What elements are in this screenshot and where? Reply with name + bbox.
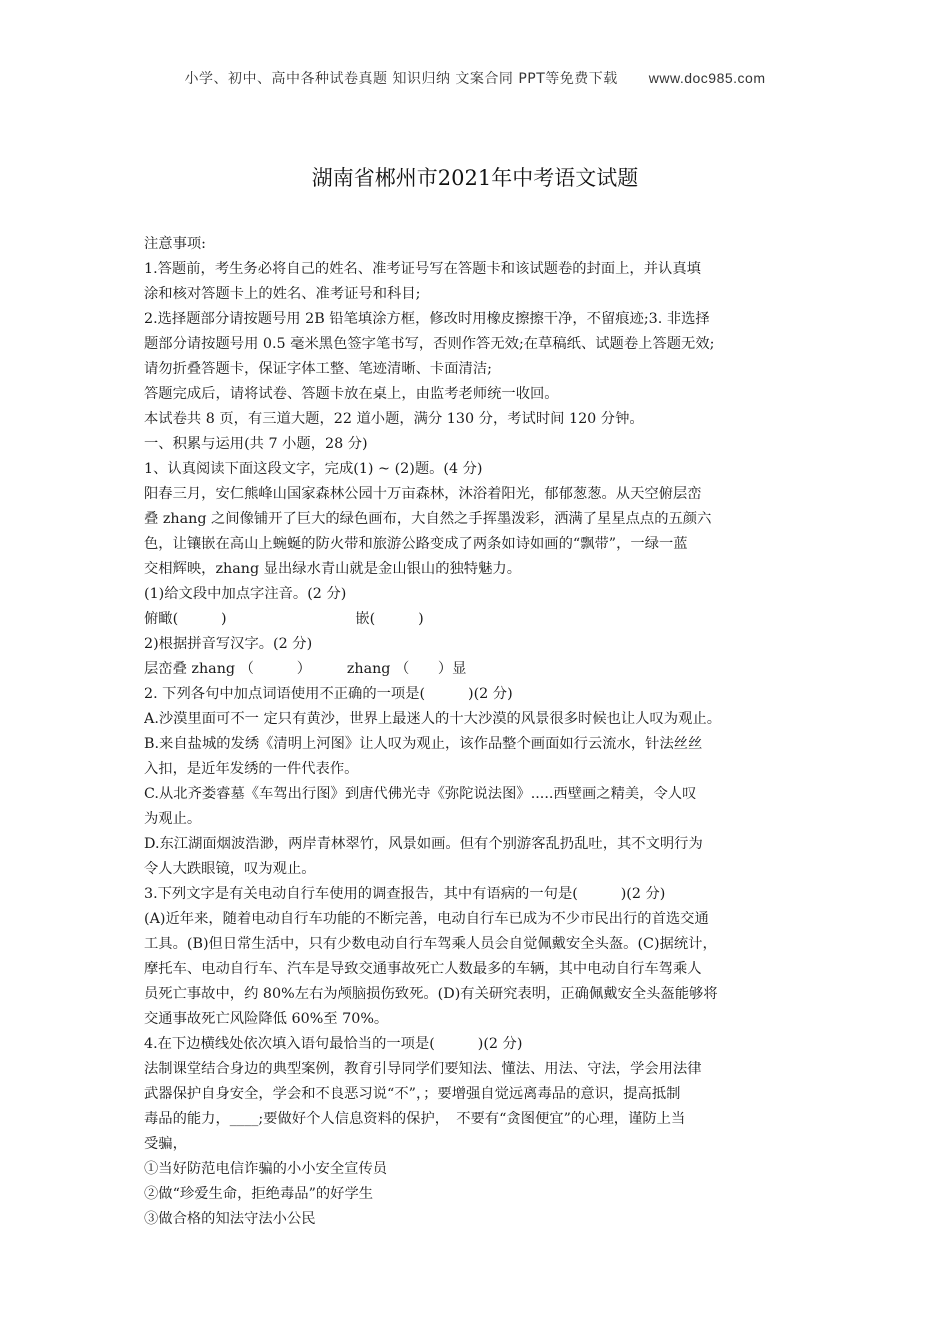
answer-blank-line: 俯瞰( ) 嵌( ) [144, 611, 424, 627]
section-heading: 一、积累与运用(共 7 小题，28 分) [144, 436, 368, 452]
subquestion-2: 2)根据拼音写汉字。(2 分) [144, 636, 313, 652]
text-line: 本试卷共 8 页，有三道大题，22 道小题，满分 130 分，考试时间 120 分钟。 [144, 411, 644, 427]
option-c: C.从北齐娄睿墓《车驾出行图》到唐代佛光寺《弥陀说法图》.....西壁画之精美，令人叹 [144, 786, 697, 802]
question-4: 4.在下边横线处依次填入语句最恰当的一项是( )(2 分) [144, 1036, 523, 1052]
passage-line: 阳春三月，安仁熊峰山国家森林公园十万亩森林，沐浴着阳光，郁郁葱葱。从天空俯层峦 [144, 486, 702, 502]
passage-line: 员死亡事故中，约 80%左右为颅脑损伤致死。(D)有关研究表明，正确佩戴安全头盔能够将 [144, 986, 718, 1002]
question-3: 3.下列文字是有关电动自行车使用的调查报告，其中有语病的一句是( )(2 分) [144, 886, 666, 902]
text-line: 请勿折叠答题卡，保证字体工整、笔迹清晰、卡面清洁; [144, 361, 492, 377]
choice-item: ③做合格的知法守法小公民 [144, 1211, 316, 1227]
text-line: 答题完成后，请将试卷、答题卡放在桌上，由监考老师统一收回。 [144, 386, 559, 402]
document-body [144, 232, 816, 1232]
passage-line: 法制课堂结合身边的典型案例，教育引导同学们要知法、懂法、用法、守法，学会用法律 [144, 1061, 702, 1077]
option-c-cont: 为观止。 [144, 811, 202, 827]
text-line: 涂和核对答题卡上的姓名、准考证号和科目; [144, 286, 421, 302]
question-2: 2. 下列各句中加点词语使用不正确的一项是( )(2 分) [144, 686, 513, 702]
passage-line: 色，让镶嵌在高山上蜿蜒的防火带和旅游公路变成了两条如诗如画的“飘带”，一绿一蓝 [144, 536, 688, 552]
text-line: 题部分请按题号用 0.5 毫米黑色签字笔书写，否则作答无效;在草稿纸、试题卷上答题无效; [144, 336, 715, 352]
option-b-cont: 入扣，是近年发绣的一件代表作。 [144, 761, 359, 777]
header-text: 小学、初中、高中各种试卷真题 知识归纳 文案合同 PPT等免费下载 [184, 71, 618, 87]
passage-line: 叠 zhang 之间像铺开了巨大的绿色画布，大自然之手挥墨泼彩，洒满了星星点点的五颜六 [144, 511, 712, 527]
passage-line: 交通事故死亡风险降低 60%至 70%。 [144, 1011, 389, 1027]
option-d-cont: 令人大跌眼镜，叹为观止。 [144, 861, 316, 877]
document-title: 湖南省郴州市2021年中考语文试题 [311, 166, 639, 190]
text-line: 1.答题前，考生务必将自己的姓名、准考证号写在答题卡和该试题卷的封面上，并认真填 [144, 261, 701, 277]
option-b: B.来自盐城的发绣《清明上河图》让人叹为观止，该作品整个画面如行云流水，针法丝丝 [144, 736, 703, 752]
header-url[interactable]: www.doc985.com [648, 70, 766, 86]
option-d: D.东江湖面烟波浩渺，两岸青林翠竹，风景如画。但有个别游客乱扔乱吐，其不文明行为 [144, 836, 703, 852]
question-1: 1、认真阅读下面这段文字，完成(1) ~ (2)题。(4 分) [144, 461, 483, 477]
passage-line: 交相辉映，zhang 显出绿水青山就是金山银山的独特魅力。 [144, 561, 521, 577]
passage-line: 摩托车、电动自行车、汽车是导致交通事故死亡人数最多的车辆，其中电动自行车驾乘人 [144, 961, 702, 977]
choice-item: ①当好防范电信诈骗的小小安全宣传员 [144, 1161, 388, 1177]
passage-line: (A)近年来，随着电动自行车功能的不断完善，电动自行车已成为不少市民出行的首选交通 [144, 911, 709, 927]
page-header [0, 68, 950, 88]
passage-line: 受骗， [144, 1136, 187, 1152]
choice-item: ②做“珍爱生命，拒绝毒品”的好学生 [144, 1186, 374, 1202]
text-line: 2.选择题部分请按题号用 2B 铅笔填涂方框，修改时用橡皮擦擦干净，不留痕迹;3. 非选择 [144, 311, 710, 327]
option-a: A.沙漠里面可不一 定只有黄沙，世界上最迷人的十大沙漠的风景很多时候也让人叹为观止。 [144, 711, 721, 727]
passage-line: 工具。(B)但日常生活中，只有少数电动自行车驾乘人员会自觉佩戴安全头盔。(C)据统计， [144, 936, 717, 952]
passage-line: 武器保护自身安全，学会和不良恶习说“不”，；要增强自觉远离毒品的意识，提高抵制 [144, 1086, 681, 1102]
notice-heading: 注意事项: [144, 236, 207, 252]
answer-blank-line: 层峦叠 zhang （ ） zhang （ ）显 [144, 661, 467, 677]
subquestion-1: (1)给文段中加点字注音。(2 分) [144, 586, 347, 602]
passage-line: 毒品的能力，____;要做好个人信息资料的保护， 不要有“贪图便宜”的心理，谨防上当 [144, 1111, 686, 1127]
